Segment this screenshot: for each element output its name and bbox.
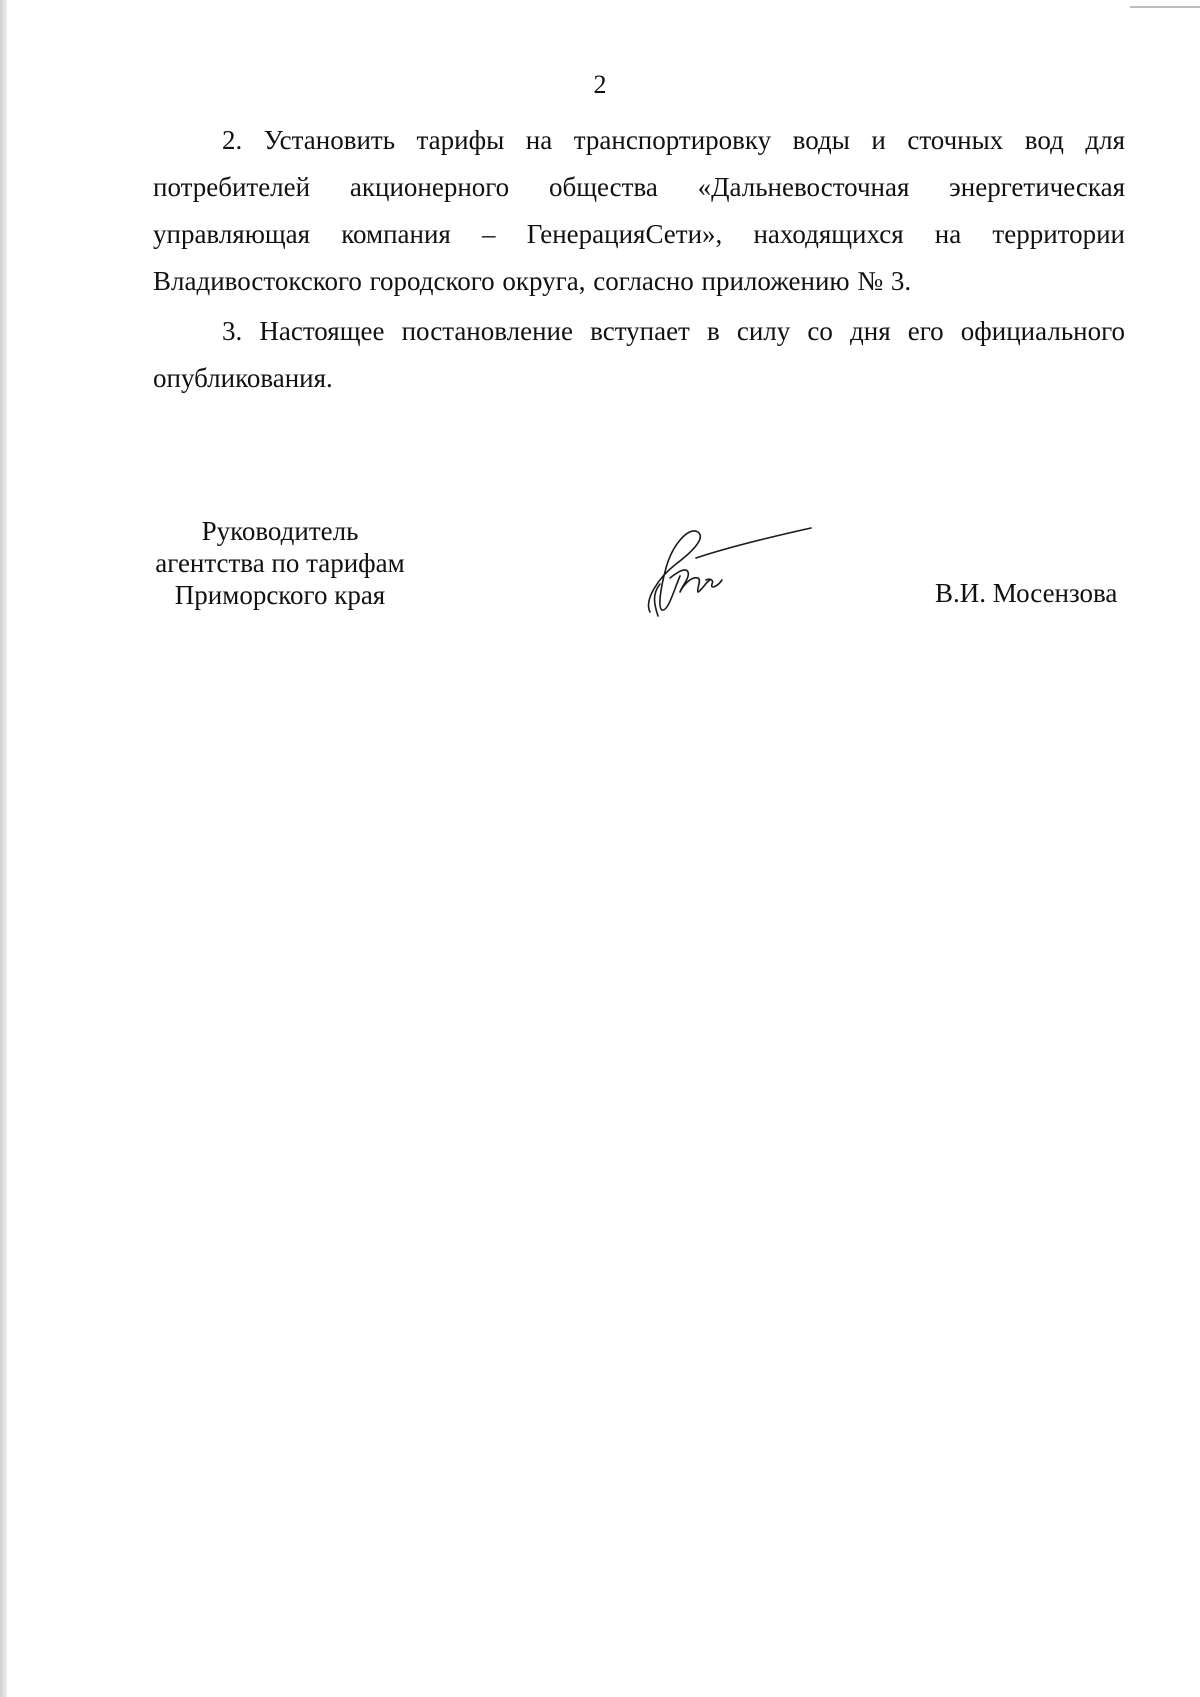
handwritten-signature (636, 520, 816, 620)
paragraph-item-3 (153, 308, 1125, 402)
paragraph-line: Владивостокского городского округа, согласно приложению № 3. (153, 266, 912, 296)
page-number: 2 (593, 70, 607, 99)
paragraph-line: опубликования. (153, 363, 333, 393)
paragraph-line: 3. Настоящее постановление вступает в силу со дня его официального (222, 316, 1125, 346)
scan-corner-mark (1130, 6, 1200, 8)
paragraph-line: потребителей акционерного общества «Дальневосточная энергетическая (153, 172, 1125, 202)
signatory-title-line: Руководитель (201, 516, 359, 546)
paragraph-line: управляющая компания – ГенерацияСети», находящихся на территории (153, 219, 1125, 249)
signatory-title-line: Приморского края (174, 580, 386, 610)
paragraph-item-2 (153, 117, 1125, 305)
signatory-name: В.И. Мосензова (935, 578, 1118, 608)
signatory-title-line: агентства по тарифам (155, 548, 405, 578)
scan-edge-shadow (0, 0, 7, 1697)
signatory-title (130, 515, 430, 611)
paragraph-line: 2. Установить тарифы на транспортировку воды и сточных вод для (222, 125, 1125, 155)
